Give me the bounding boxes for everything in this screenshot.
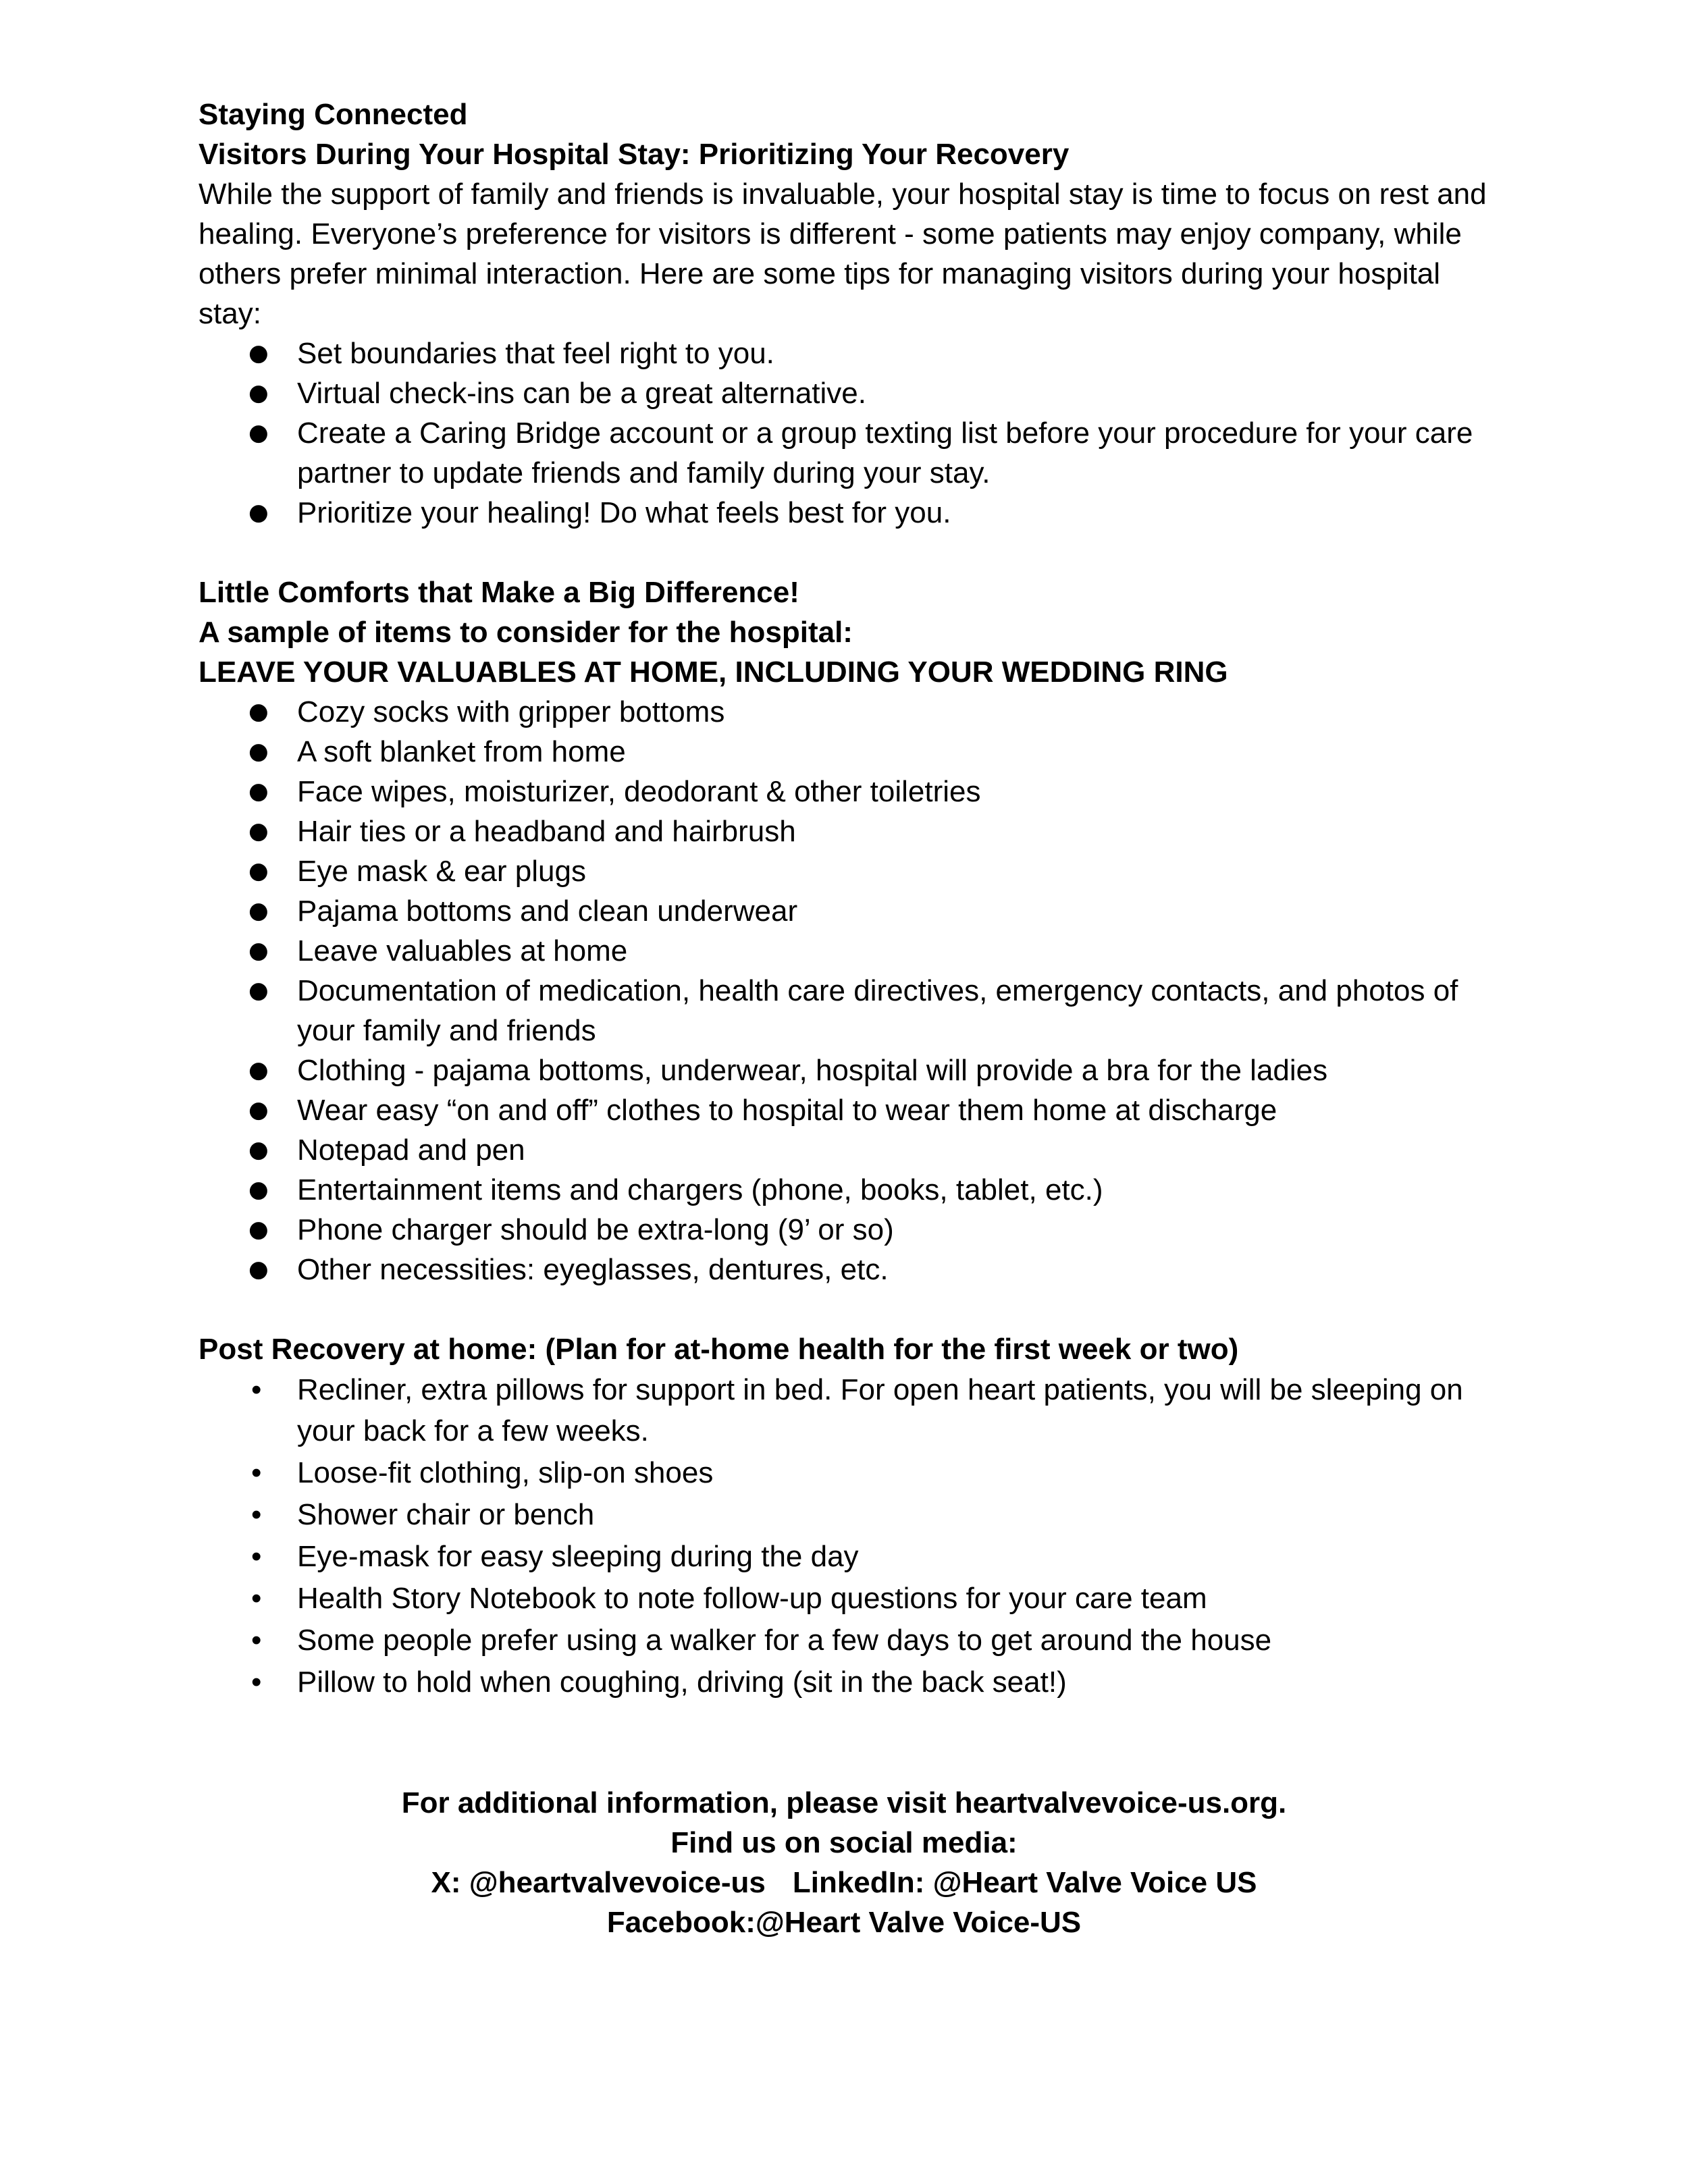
visitors-heading: Visitors During Your Hospital Stay: Prioritizing Your Recovery xyxy=(199,138,1070,171)
list-item: ● Set boundaries that feel right to you. xyxy=(199,334,1492,373)
facebook-handle: Facebook:@Heart Valve Voice-US xyxy=(606,1906,1082,1939)
list-item: ● Virtual check-ins can be a great alternative. xyxy=(199,373,1492,413)
list-item: ● Wear easy “on and off” clothes to hospital to wear them home at discharge xyxy=(199,1090,1492,1130)
visitors-intro: While the support of family and friends is invaluable, your hospital stay is time to focus on rest and healing. Everyone’s preference for visitors is different - some patients may enjoy company, while others prefer minimal interaction. Here are some tips for managing visitors during your hospital stay: xyxy=(199,178,1487,330)
list-item: ● Hair ties or a headband and hairbrush xyxy=(199,811,1492,851)
social-heading: Find us on social media: xyxy=(670,1826,1018,1859)
list-item: • Shower chair or bench xyxy=(199,1494,1492,1535)
linkedin-handle: LinkedIn: @Heart Valve Voice US xyxy=(792,1866,1257,1899)
list-item: ● Leave valuables at home xyxy=(199,931,1492,971)
list-item: ● Prioritize your healing! Do what feels best for you. xyxy=(199,493,1492,533)
list-item: ● Create a Caring Bridge account or a group texting list before your procedure for your care partner to update friends and family during your stay. xyxy=(199,413,1492,493)
list-item: ● Cozy socks with gripper bottoms xyxy=(199,692,1492,732)
list-item: ● Pajama bottoms and clean underwear xyxy=(199,891,1492,931)
spacer xyxy=(199,533,1492,572)
list-item: • Some people prefer using a walker for a few days to get around the house xyxy=(199,1620,1492,1661)
post-recovery-list xyxy=(199,1369,1492,1703)
list-item: ● Phone charger should be extra-long (9’ or so) xyxy=(199,1210,1492,1250)
comforts-subheading: A sample of items to consider for the hospital: xyxy=(199,616,853,649)
comforts-heading: Little Comforts that Make a Big Difference! xyxy=(199,576,799,609)
valuables-warning: LEAVE YOUR VALUABLES AT HOME, INCLUDING YOUR WEDDING RING xyxy=(199,656,1228,689)
list-item: ● A soft blanket from home xyxy=(199,732,1492,772)
list-item: ● Entertainment items and chargers (phone, books, tablet, etc.) xyxy=(199,1170,1492,1210)
section-title: Staying Connected xyxy=(199,98,468,131)
contact-footer xyxy=(0,1783,1688,1942)
list-item: ● Clothing - pajama bottoms, underwear, hospital will provide a bra for the ladies xyxy=(199,1050,1492,1090)
hospital-items-list xyxy=(199,692,1492,1289)
post-recovery-heading: Post Recovery at home: (Plan for at-home health for the first week or two) xyxy=(199,1333,1239,1366)
visitor-tips-list xyxy=(199,334,1492,533)
social-line xyxy=(0,1863,1688,1902)
list-item: • Loose-fit clothing, slip-on shoes xyxy=(199,1452,1492,1493)
list-item: • Recliner, extra pillows for support in bed. For open heart patients, you will be sleeping on your back for a few weeks. xyxy=(199,1369,1492,1451)
list-item: • Health Story Notebook to note follow-up questions for your care team xyxy=(199,1578,1492,1619)
x-handle: X: @heartvalvevoice-us xyxy=(431,1866,766,1899)
spacer xyxy=(199,1289,1492,1329)
list-item: ● Face wipes, moisturizer, deodorant & other toiletries xyxy=(199,772,1492,811)
list-item: ● Other necessities: eyeglasses, dentures, etc. xyxy=(199,1250,1492,1289)
list-item: • Pillow to hold when coughing, driving (sit in the back seat!) xyxy=(199,1661,1492,1703)
additional-info-text: For additional information, please visit heartvalvevoice-us.org. xyxy=(401,1786,1287,1819)
list-item: ● Eye mask & ear plugs xyxy=(199,851,1492,891)
list-item: ● Documentation of medication, health care directives, emergency contacts, and photos of your family and friends xyxy=(199,971,1492,1050)
list-item: • Eye-mask for easy sleeping during the day xyxy=(199,1536,1492,1577)
list-item: ● Notepad and pen xyxy=(199,1130,1492,1170)
